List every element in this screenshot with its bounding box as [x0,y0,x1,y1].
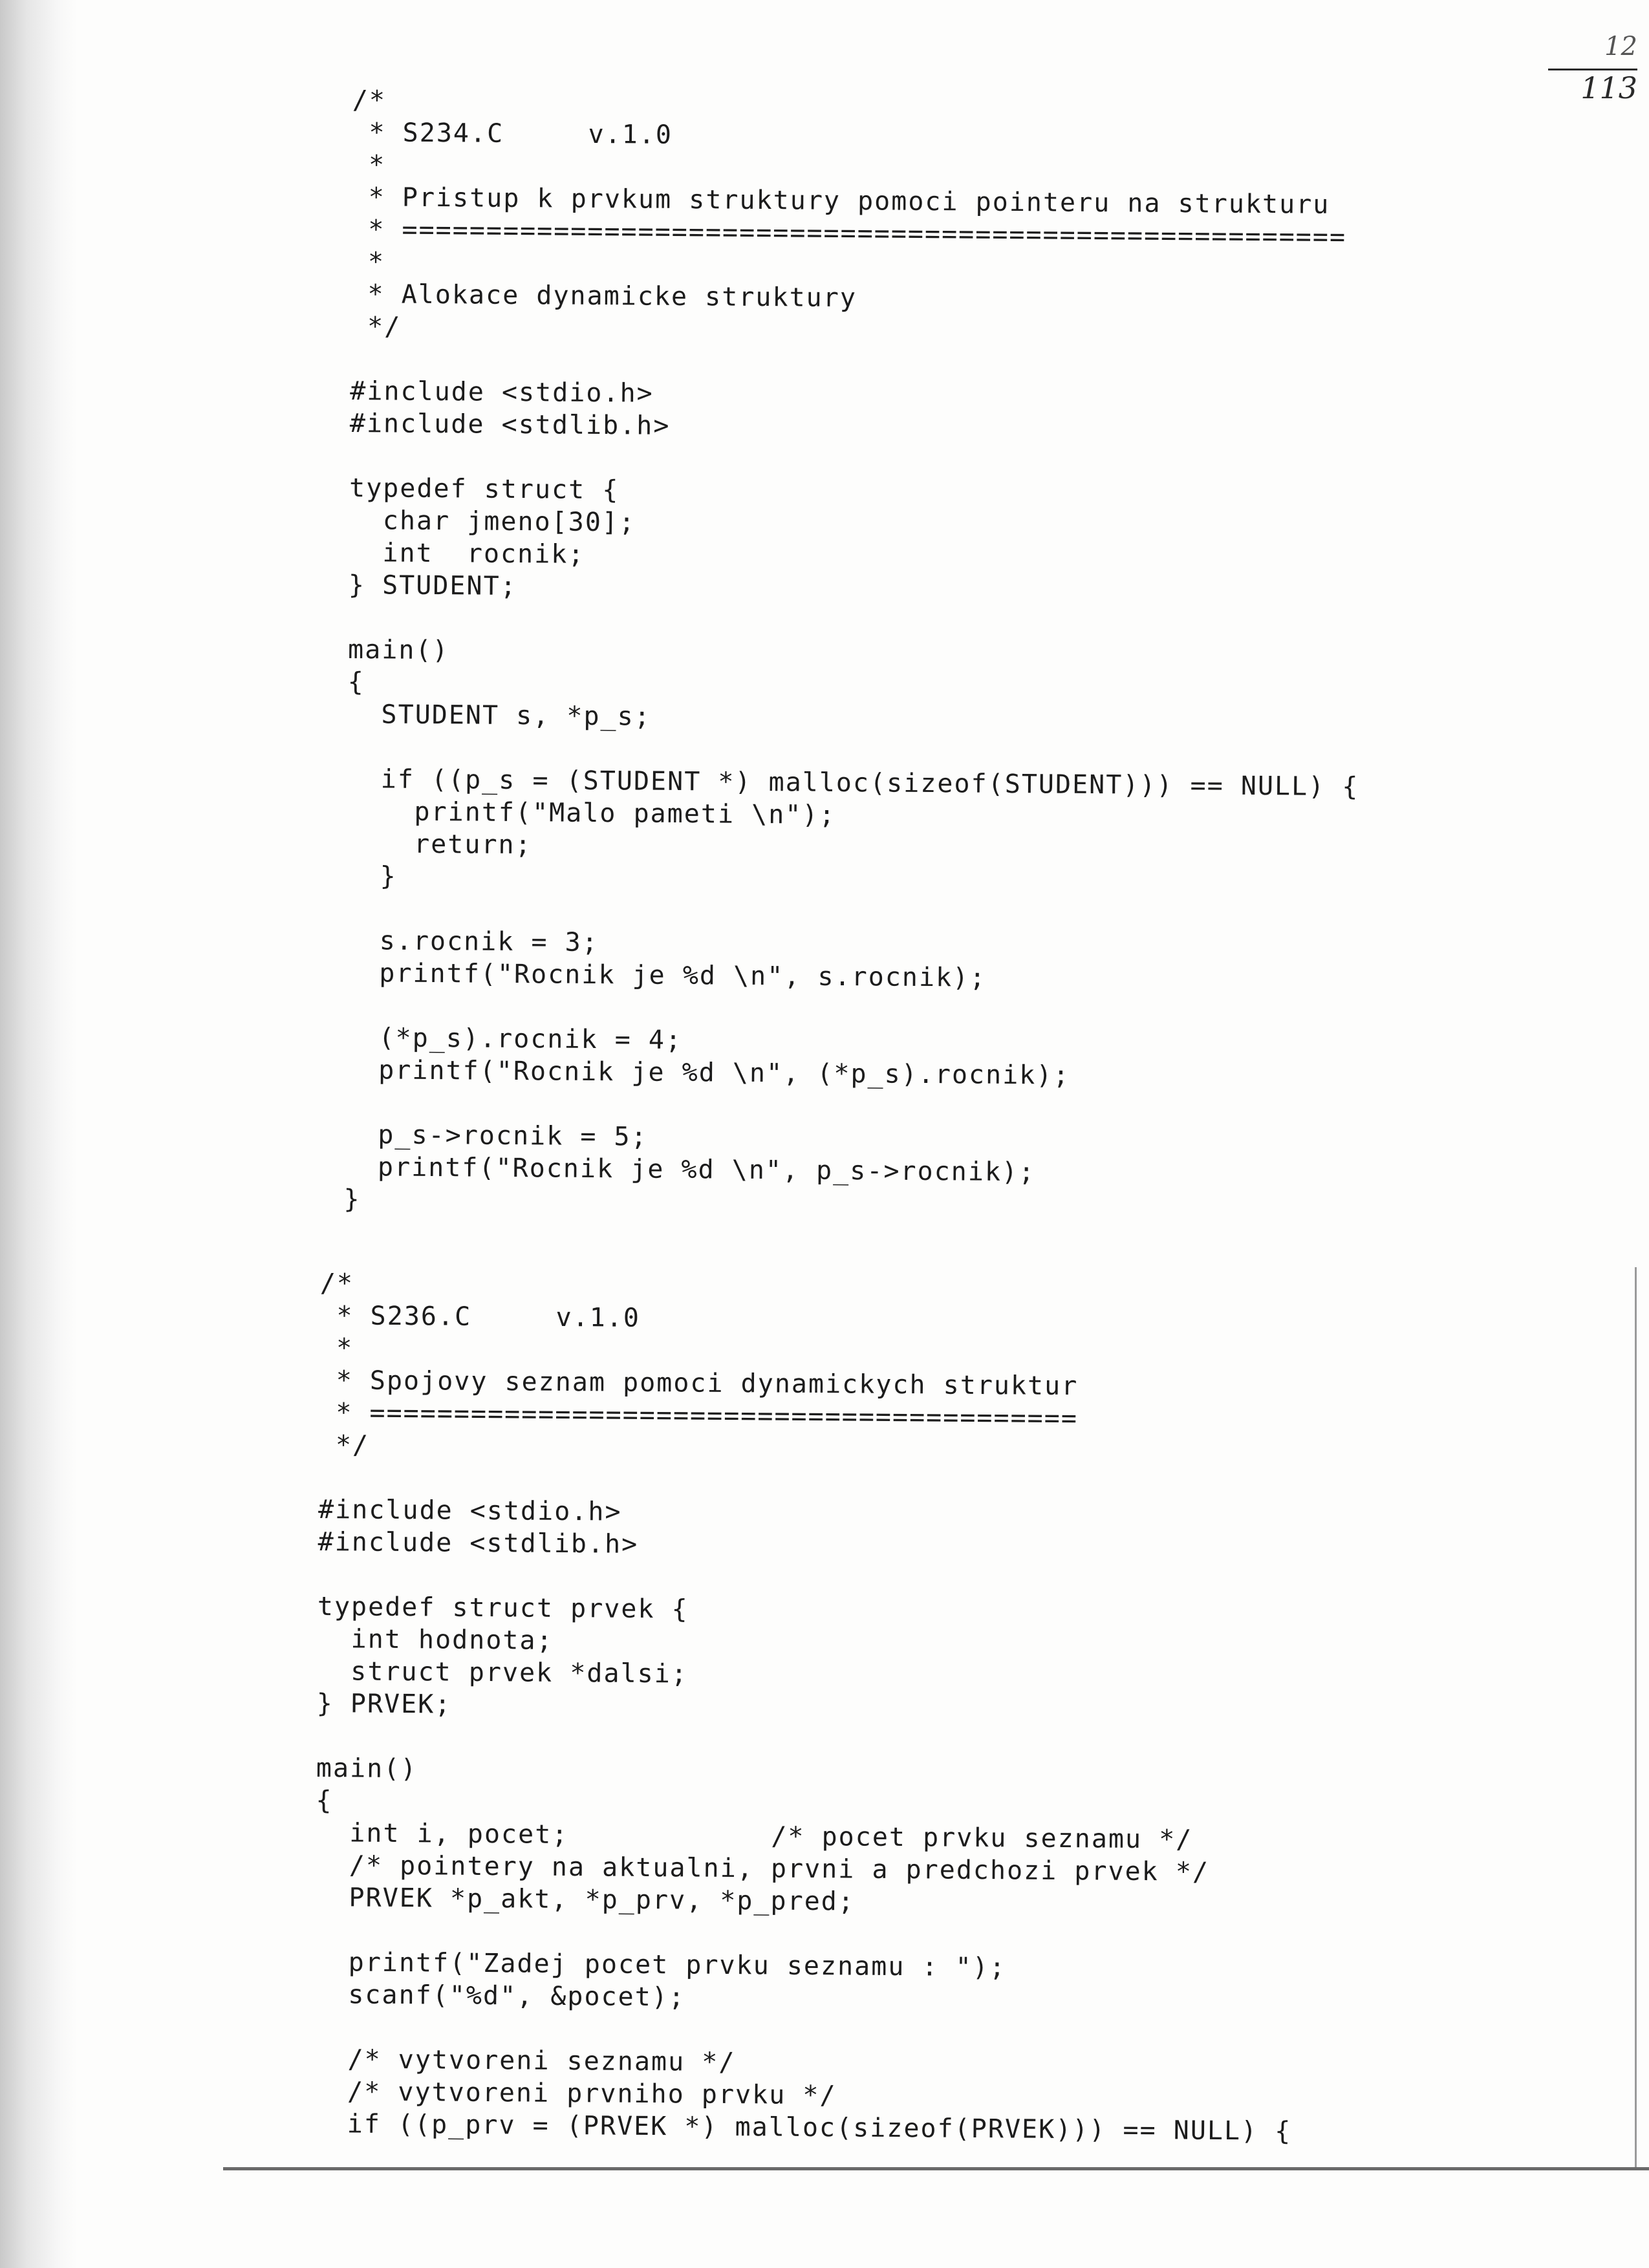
code-line: /* vytvoreni seznamu */ [314,2044,736,2078]
code-line: */ [318,1429,370,1460]
code-line: return; [346,828,532,861]
page-number-secondary: 12 [1604,32,1637,61]
code-line: typedef struct prvek { [317,1591,689,1625]
code-line: if ((p_prv = (PRVEK *) malloc(sizeof(PRVEK))) == NULL) { [313,2108,1292,2146]
code-line: #include <stdio.h> [318,1494,622,1527]
code-line: /* pointery na aktualni, prvni a predchozi prvek */ [315,1850,1210,1887]
code-line: /* [352,85,387,116]
margin-rule [1635,1267,1637,2169]
code-line: { [316,1785,333,1816]
code-line: */ [350,311,402,342]
code-line: } [346,861,397,892]
code-line: * Spojovy seznam pomoci dynamickych struktur [319,1365,1079,1402]
code-line: #include <stdlib.h> [349,408,671,441]
code-line: * ======================================================== [351,214,1347,253]
code-line: printf("Rocnik je %d \n", p_s->rocnik); [343,1151,1036,1188]
code-line: #include <stdio.h> [350,376,654,409]
code-line: if ((p_s = (STUDENT *) malloc(sizeof(STUDENT))) == NULL) { [347,764,1359,802]
code-line: * [351,149,386,180]
code-line: char jmeno[30]; [349,505,636,538]
code-line: (*p_s).rocnik = 4; [345,1022,683,1056]
code-listing-s234 [343,84,1364,1223]
code-line: /* vytvoreni prvniho prvku */ [313,2076,837,2111]
page-number-primary: 113 [1548,69,1637,105]
code-line: PRVEK *p_akt, *p_prv, *p_pred; [315,1882,856,1917]
code-line: printf("Rocnik je %d \n", s.rocnik); [345,957,987,993]
code-line: typedef struct { [349,473,620,506]
code-line: main() [316,1753,418,1784]
code-line: * Pristup k prvkum struktury pomoci pointeru na strukturu [351,182,1330,220]
code-line: } STUDENT; [348,570,517,602]
code-line: int hodnota; [317,1623,554,1656]
code-line: p_s->rocnik = 5; [344,1119,648,1152]
code-line: * [319,1332,354,1364]
code-line: * Alokace dynamicke struktury [350,279,857,314]
code-line: #include <stdlib.h> [318,1526,639,1559]
page-number [1548,32,1637,105]
code-line: * S234.C v.1.0 [352,117,673,150]
code-line: * ========================================== [319,1397,1079,1434]
code-line: STUDENT s, *p_s; [347,699,651,732]
code-line: int rocnik; [349,537,585,570]
code-line: struct prvek *dalsi; [316,1656,689,1689]
code-line: } PRVEK; [316,1688,452,1720]
code-line: main() [347,634,449,666]
code-line: } [343,1184,361,1215]
code-line: int i, pocet; /* pocet prvku seznamu */ [315,1817,1193,1855]
code-line: { [347,667,365,698]
code-line: printf("Zadej pocet prvku seznamu : "); [314,1947,1007,1983]
code-listing-s236 [313,1267,1298,2148]
bottom-rule [223,2167,1649,2170]
scan-shadow [0,0,78,2268]
code-line: * S236.C v.1.0 [319,1300,641,1333]
code-line: * [350,246,385,277]
code-line: printf("Malo pameti \n"); [346,796,836,830]
code-line: /* [319,1268,354,1299]
code-line: scanf("%d", &pocet); [314,1979,686,2013]
code-line: printf("Rocnik je %d \n", (*p_s).rocnik); [344,1054,1070,1091]
code-line: s.rocnik = 3; [345,925,599,958]
